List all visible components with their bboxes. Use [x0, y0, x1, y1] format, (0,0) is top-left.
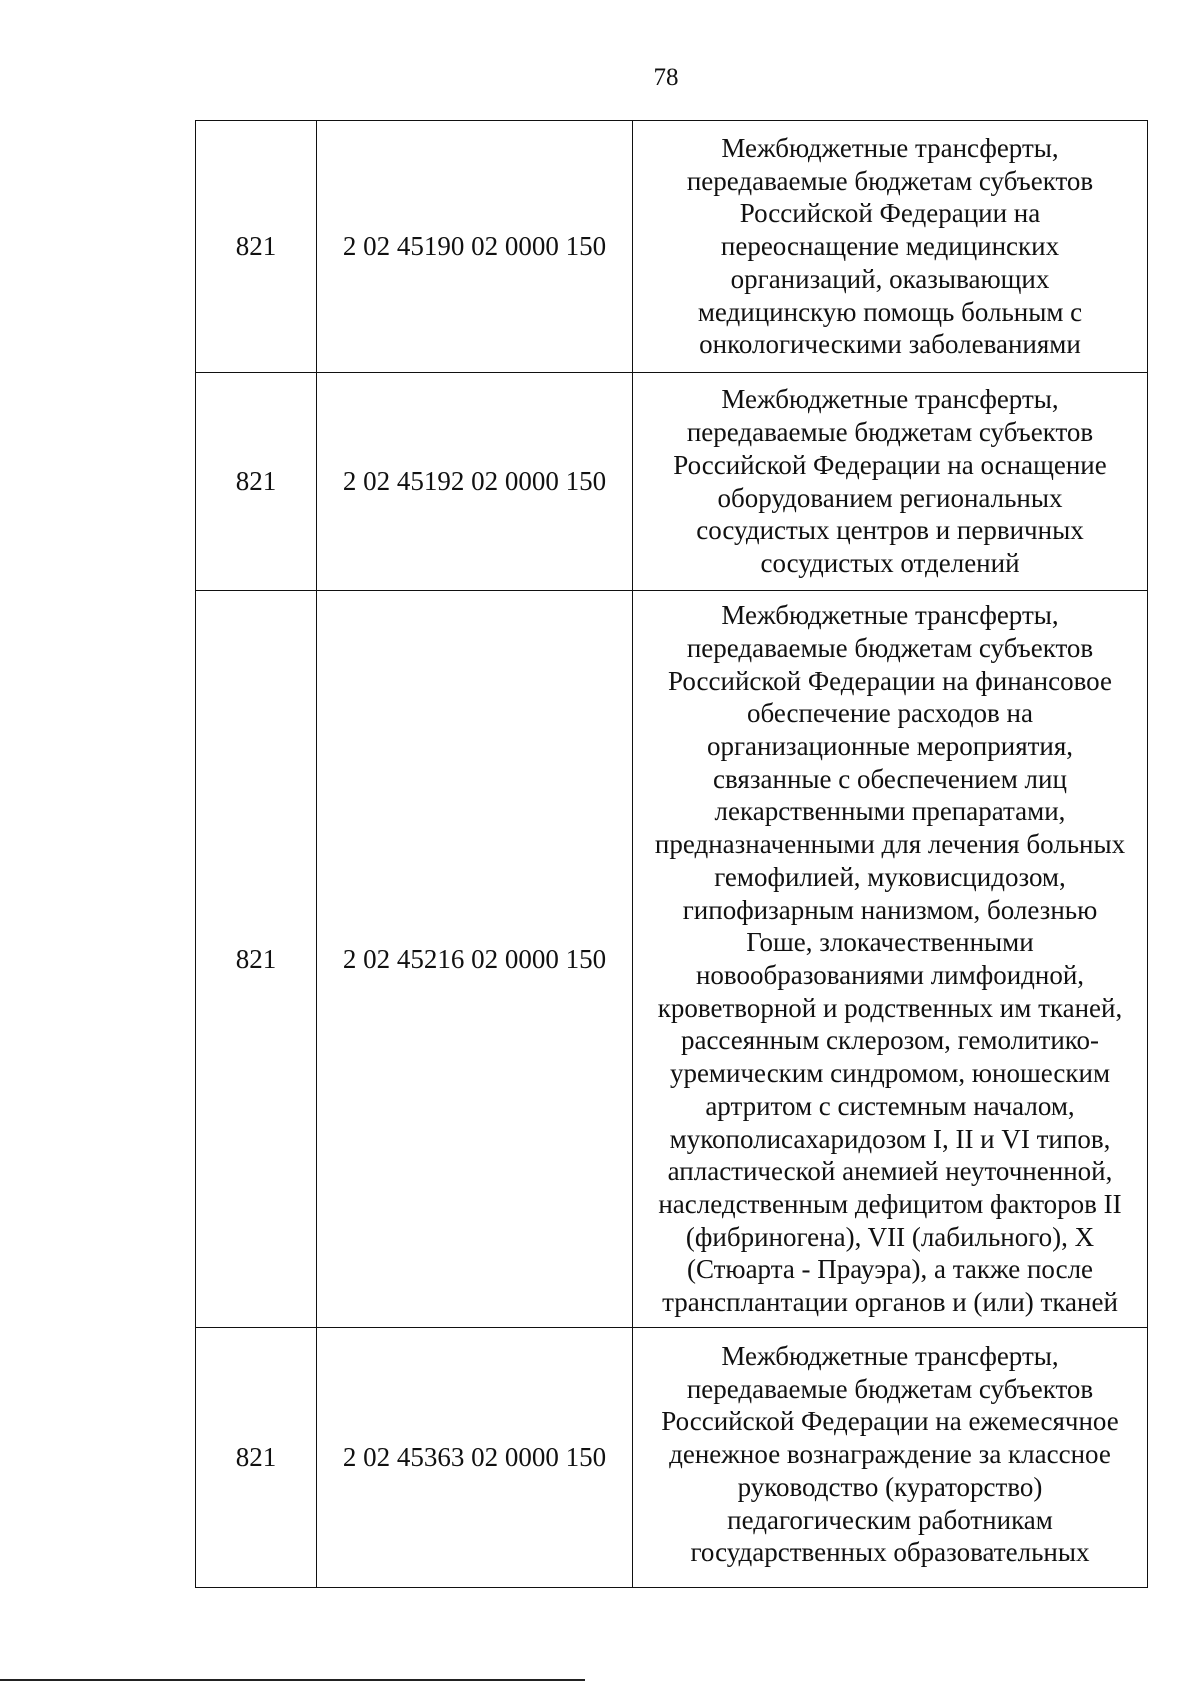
page-number: 78: [653, 64, 679, 91]
income-code-cell: 2 02 45216 02 0000 150: [317, 591, 633, 1328]
income-name-cell: Межбюджетные трансферты, передаваемые бюджетам субъектов Российской Федерации на финансовое обеспечение расходов на организационные мероприятия, связанные с обеспечением лиц лекарственными препаратами, предназначенными для лечения больных гемофилией, муковисцидозом, гипофизарным нанизмом, болезнью Гоше, злокачественными новообразованиями лимфоидной, кроветворной и родственных им тканей, рассеянным склерозом, гемолитико- уремическим синдромом, юношеским артритом с системным началом, мукополисахаридозом I, II и VI типов, апластической анемией неуточненной, наследственным дефицитом факторов II (фибриногена), VII (лабильного), X (Стюарта - Прауэра), а также после трансплантации органов и (или) тканей: [633, 591, 1148, 1328]
table-row: [196, 121, 1148, 373]
footer-divider: [0, 1679, 585, 1681]
income-name-cell: Межбюджетные трансферты, передаваемые бюджетам субъектов Российской Федерации на ежемесячное денежное вознаграждение за классное руководство (кураторство) педагогическим работникам государственных образовательных: [633, 1328, 1148, 1588]
income-code-cell: 2 02 45192 02 0000 150: [317, 373, 633, 591]
revenue-codes-table: [195, 120, 1148, 1588]
admin-code-cell: 821: [196, 1328, 317, 1588]
income-code-cell: 2 02 45363 02 0000 150: [317, 1328, 633, 1588]
income-name-cell: Межбюджетные трансферты, передаваемые бюджетам субъектов Российской Федерации на переоснащение медицинских организаций, оказывающих медицинскую помощь больным с онкологическими заболеваниями: [633, 121, 1148, 373]
table-row: [196, 1328, 1148, 1588]
admin-code-cell: 821: [196, 591, 317, 1328]
admin-code-cell: 821: [196, 373, 317, 591]
admin-code-cell: 821: [196, 121, 317, 373]
table-row: [196, 591, 1148, 1328]
income-name-cell: Межбюджетные трансферты, передаваемые бюджетам субъектов Российской Федерации на оснащение оборудованием региональных сосудистых центров и первичных сосудистых отделений: [633, 373, 1148, 591]
table-row: [196, 373, 1148, 591]
income-code-cell: 2 02 45190 02 0000 150: [317, 121, 633, 373]
